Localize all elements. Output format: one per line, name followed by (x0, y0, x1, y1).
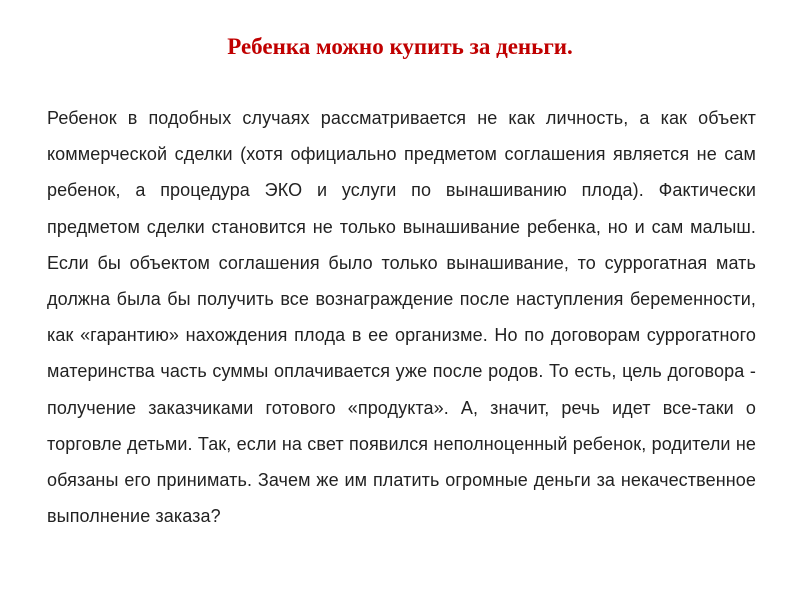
body-paragraph: Ребенок в подобных случаях рассматривается не как личность, а как объект коммерческой сделки (хотя официально предметом соглашения является не сам ребенок, а процедура ЭКО и услуги по вынашиванию плода). Фактически предметом сделки становится не только вынашивание ребенка, но и сам малыш. Если бы объектом соглашения было только вынашивание, то суррогатная мать должна была бы получить все вознаграждение после наступления беременности, как «гарантию» нахождения плода в ее организме. Но по договорам суррогатного материнства часть суммы оплачивается уже после родов. То есть, цель договора - получение заказчиками готового «продукта». А, значит, речь идет все-таки о торговле детьми. Так, если на свет появился неполноценный ребенок, родители не обязаны его принимать. Зачем же им платить огромные деньги за некачественное выполнение заказа? (47, 108, 756, 527)
slide-title: Ребенка можно купить за деньги. (227, 34, 573, 59)
